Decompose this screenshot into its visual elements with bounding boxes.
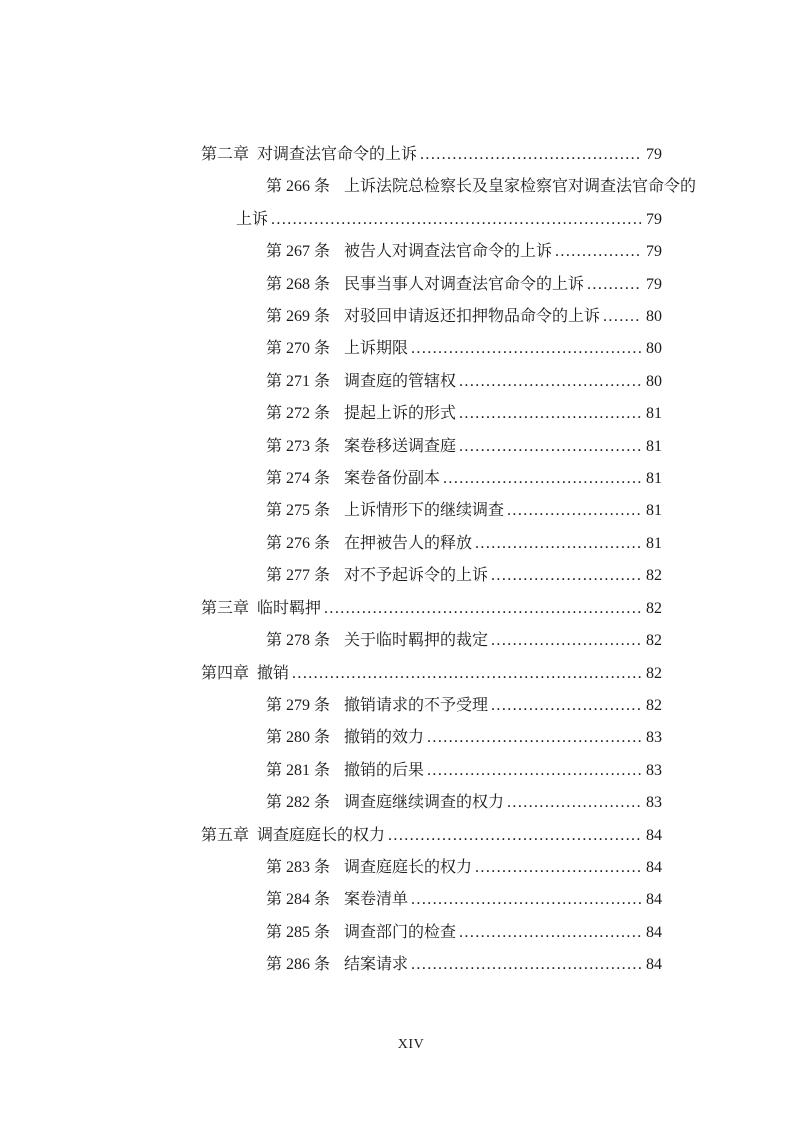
dot-leader bbox=[443, 463, 641, 495]
toc-entry-label: 第 273 条 bbox=[266, 437, 331, 455]
dot-leader bbox=[271, 204, 641, 236]
toc-entry-title: 撤销的后果 bbox=[344, 761, 425, 779]
toc-entry-title: 撤销请求的不予受理 bbox=[344, 696, 489, 714]
toc-entry-title: 上诉法院总检察长及皇家检察官对调查法官命令的 bbox=[344, 178, 697, 196]
toc-entry-label: 第 278 条 bbox=[266, 632, 331, 650]
dot-leader bbox=[475, 528, 641, 560]
dot-leader bbox=[491, 625, 641, 657]
toc-entry-title: 对不予起诉令的上诉 bbox=[344, 567, 489, 585]
toc-entry bbox=[201, 722, 662, 754]
toc-entry-label: 第 286 条 bbox=[266, 956, 331, 974]
dot-leader bbox=[507, 787, 641, 819]
toc-entry-title: 关于临时羁押的裁定 bbox=[344, 632, 489, 650]
toc-entry-title: 上诉期限 bbox=[344, 340, 409, 358]
toc-entry-title: 对驳回申请返还扣押物品命令的上诉 bbox=[344, 308, 601, 326]
toc-entry-title: 撤销 bbox=[257, 664, 290, 682]
toc-page-number: 79 bbox=[646, 146, 662, 163]
toc-entry bbox=[201, 431, 662, 463]
dot-leader bbox=[507, 495, 641, 527]
dot-leader bbox=[555, 236, 641, 268]
toc-entry-title: 民事当事人对调查法官命令的上诉 bbox=[344, 275, 585, 293]
toc-entry-label: 第 283 条 bbox=[266, 858, 331, 876]
page-footer bbox=[398, 1036, 424, 1054]
toc-page-number: 80 bbox=[646, 372, 662, 390]
toc-entry-title: 提起上诉的形式 bbox=[344, 405, 457, 423]
toc-page-number: 81 bbox=[646, 502, 662, 520]
toc-entry-label: 第 282 条 bbox=[266, 794, 331, 812]
toc-page-number: 82 bbox=[646, 599, 662, 617]
toc-entry bbox=[201, 301, 662, 333]
toc-entry-label: 第 277 条 bbox=[266, 567, 331, 585]
toc-page-number: 84 bbox=[646, 858, 662, 876]
toc-page-number: 83 bbox=[646, 761, 662, 779]
toc-entry bbox=[201, 690, 662, 722]
toc-page-number: 79 bbox=[646, 275, 662, 293]
toc-entry bbox=[201, 820, 662, 852]
dot-leader bbox=[411, 884, 641, 916]
toc-entry-title: 上诉 bbox=[236, 210, 269, 228]
toc-entry-label: 第 269 条 bbox=[266, 308, 331, 326]
dot-leader bbox=[388, 820, 641, 852]
dot-leader bbox=[603, 301, 641, 333]
toc-entry bbox=[201, 398, 662, 430]
toc-page-number: 80 bbox=[646, 340, 662, 358]
toc-page-number: 82 bbox=[646, 664, 662, 682]
toc-entry bbox=[201, 917, 662, 949]
toc-page-number: 84 bbox=[646, 826, 662, 844]
toc-page-number: 79 bbox=[646, 243, 662, 261]
toc-entry bbox=[201, 139, 662, 171]
toc-entry bbox=[201, 528, 662, 560]
dot-leader bbox=[411, 949, 641, 981]
toc-entry-label: 第 285 条 bbox=[266, 923, 331, 941]
toc-entry-label: 第四章 bbox=[201, 664, 250, 682]
toc-entry-label: 第 276 条 bbox=[266, 534, 331, 552]
toc-page-number: 83 bbox=[646, 794, 662, 812]
toc-entry bbox=[201, 463, 662, 495]
toc-entry-title: 调查庭庭长的权力 bbox=[344, 858, 473, 876]
toc-entry-label: 第二章 bbox=[201, 146, 250, 163]
dot-leader bbox=[491, 560, 641, 592]
toc-entry-label: 第 281 条 bbox=[266, 761, 331, 779]
dot-leader bbox=[587, 269, 641, 301]
toc-entry bbox=[201, 593, 662, 625]
toc-page-number: 81 bbox=[646, 405, 662, 423]
toc-entry-title: 对调查法官命令的上诉 bbox=[257, 146, 418, 163]
dot-leader bbox=[324, 593, 641, 625]
toc-page-number: 81 bbox=[646, 437, 662, 455]
toc-entry-continuation bbox=[201, 204, 662, 236]
toc-entry-title: 撤销的效力 bbox=[344, 729, 425, 747]
toc-entry bbox=[201, 658, 662, 690]
dot-leader bbox=[459, 398, 641, 430]
toc-entry-label: 第 270 条 bbox=[266, 340, 331, 358]
toc-entry bbox=[201, 333, 662, 365]
toc-entry-title: 被告人对调查法官命令的上诉 bbox=[344, 243, 553, 261]
dot-leader bbox=[427, 755, 641, 787]
dot-leader bbox=[427, 722, 641, 754]
toc-page-number: 84 bbox=[646, 891, 662, 909]
toc-page-number: 79 bbox=[646, 210, 662, 228]
toc-entry-label: 第 274 条 bbox=[266, 470, 331, 488]
toc-entry-label: 第三章 bbox=[201, 599, 250, 617]
toc-entry-label: 第 284 条 bbox=[266, 891, 331, 909]
toc-entry-title: 调查部门的检查 bbox=[344, 923, 457, 941]
toc-entry-title: 结案请求 bbox=[344, 956, 409, 974]
dot-leader bbox=[420, 139, 641, 171]
toc-entry-title: 调查庭庭长的权力 bbox=[257, 826, 386, 844]
toc-entry-title: 案卷移送调查庭 bbox=[344, 437, 457, 455]
toc-entry bbox=[201, 236, 662, 268]
toc-entry bbox=[201, 949, 662, 981]
dot-leader bbox=[292, 658, 641, 690]
table-of-contents bbox=[201, 139, 697, 982]
toc-entry-title: 在押被告人的释放 bbox=[344, 534, 473, 552]
toc-page-number: 80 bbox=[646, 308, 662, 326]
toc-page-number: 82 bbox=[646, 567, 662, 585]
toc-page-number: 84 bbox=[646, 956, 662, 974]
toc-entry-title: 上诉情形下的继续调查 bbox=[344, 502, 505, 520]
toc-entry-label: 第五章 bbox=[201, 826, 250, 844]
toc-page-number: 83 bbox=[646, 729, 662, 747]
toc-page-number: 84 bbox=[646, 923, 662, 941]
toc-entry-label: 第 267 条 bbox=[266, 243, 331, 261]
toc-entry-title: 案卷备份副本 bbox=[344, 470, 441, 488]
toc-entry bbox=[201, 560, 662, 592]
toc-entry-label: 第 280 条 bbox=[266, 729, 331, 747]
folio-page-number: XIV bbox=[397, 1037, 425, 1052]
toc-entry bbox=[201, 884, 662, 916]
dot-leader bbox=[475, 852, 641, 884]
toc-entry-label: 第 272 条 bbox=[266, 405, 331, 423]
toc-entry bbox=[201, 755, 662, 787]
toc-entry bbox=[201, 787, 662, 819]
toc-entry-label: 第 268 条 bbox=[266, 275, 331, 293]
dot-leader bbox=[491, 690, 641, 722]
toc-page-number: 81 bbox=[646, 470, 662, 488]
toc-entry-title: 调查庭继续调查的权力 bbox=[344, 794, 505, 812]
toc-page-number: 82 bbox=[646, 632, 662, 650]
toc-entry bbox=[201, 495, 662, 527]
dot-leader bbox=[459, 431, 641, 463]
toc-entry bbox=[201, 625, 662, 657]
toc-entry-label: 第 271 条 bbox=[266, 372, 331, 390]
toc-entry-label: 第 266 条 bbox=[266, 178, 331, 196]
dot-leader bbox=[411, 333, 641, 365]
toc-entry-title: 调查庭的管辖权 bbox=[344, 372, 457, 390]
toc-entry bbox=[201, 269, 662, 301]
toc-entry-label: 第 279 条 bbox=[266, 696, 331, 714]
toc-page-number: 82 bbox=[646, 696, 662, 714]
toc-entry-label: 第 275 条 bbox=[266, 502, 331, 520]
toc-entry bbox=[201, 171, 697, 203]
dot-leader bbox=[459, 366, 641, 398]
toc-page-number: 81 bbox=[646, 534, 662, 552]
dot-leader bbox=[459, 917, 641, 949]
toc-entry bbox=[201, 852, 662, 884]
toc-entry-title: 临时羁押 bbox=[257, 599, 322, 617]
toc-entry-title: 案卷清单 bbox=[344, 891, 409, 909]
toc-entry bbox=[201, 366, 662, 398]
